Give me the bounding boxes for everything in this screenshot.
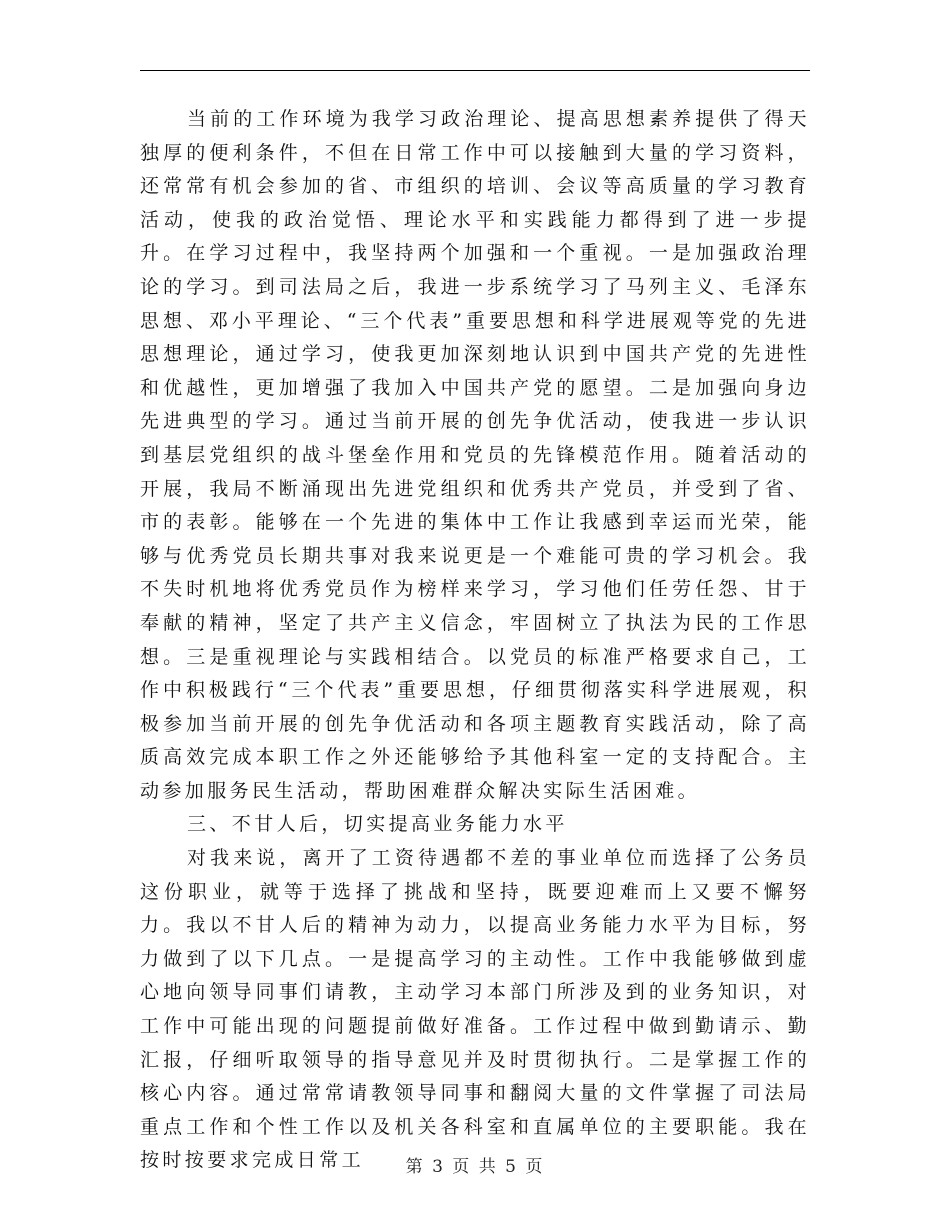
paragraph-business-ability: 对我来说，离开了工资待遇都不差的事业单位而选择了公务员这份职业，就等于选择了挑战和坚持，既要迎难而上又要不懈努力。我以不甘人后的精神为动力，以提高业务能力水平为目标，努力做到了以下几点。一是提高学习的主动性。工作中我能够做到虚心地向领导同事们请教，主动学习本部门所涉及到的业务知识，对工作中可能出现的问题提前做好准备。工作过程中做到勤请示、勤汇报，仔细听取领导的指导意见并及时贯彻执行。二是掌握工作的核心内容。通过常常请教领导同事和翻阅大量的文件掌握了司法局重点工作和个性工作以及机关各科室和直属单位的主要职能。我在按时按要求完成日常工 bbox=[140, 847, 810, 1172]
paragraph-political-study: 当前的工作环境为我学习政治理论、提高思想素养提供了得天独厚的便利条件，不但在日常工作中可以接触到大量的学习资料，还常常有机会参加的省、市组织的培训、会议等高质量的学习教育活动，使我的政治觉悟、理论水平和实践能力都得到了进一步提升。在学习过程中，我坚持两个加强和一个重视。一是加强政治理论的学习。到司法局之后，我进一步系统学习了马列主义、毛泽东思想、邓小平理论、“三个代表”重要思想和科学进展观等党的先进思想理论，通过学习，使我更加深刻地认识到中国共产党的先进性和优越性，更加增强了我加入中国共产党的愿望。二是加强向身边先进典型的学习。通过当前开展的创先争优活动，使我进一步认识到基层党组织的战斗堡垒作用和党员的先锋模范作用。随着活动的开展，我局不断涌现出先进党组织和优秀共产党员，并受到了省、市的表彰。能够在一个先进的集体中工作让我感到幸运而光荣，能够与优秀党员长期共事对我来说更是一个难能可贵的学习机会。我不失时机地将优秀党员作为榜样来学习，学习他们任劳任怨、甘于奉献的精神，坚定了共产主义信念，牢固树立了执法为民的工作思想。三是重视理论与实践相结合。以党员的标准严格要求自己，工作中积极践行“三个代表”重要思想，仔细贯彻落实科学进展观，积极参加当前开展的创先争优活动和各项主题教育实践活动，除了高质高效完成本职工作之外还能够给予其他科室一定的支持配合。主动参加服务民生活动，帮助困难群众解决实际生活困难。 bbox=[140, 108, 810, 802]
header-rule bbox=[140, 70, 810, 71]
document-body bbox=[140, 103, 810, 1178]
section-heading: 三、不甘人后，切实提高业务能力水平 bbox=[187, 813, 568, 836]
page-number-footer: 第 3 页 共 5 页 bbox=[405, 1157, 545, 1177]
